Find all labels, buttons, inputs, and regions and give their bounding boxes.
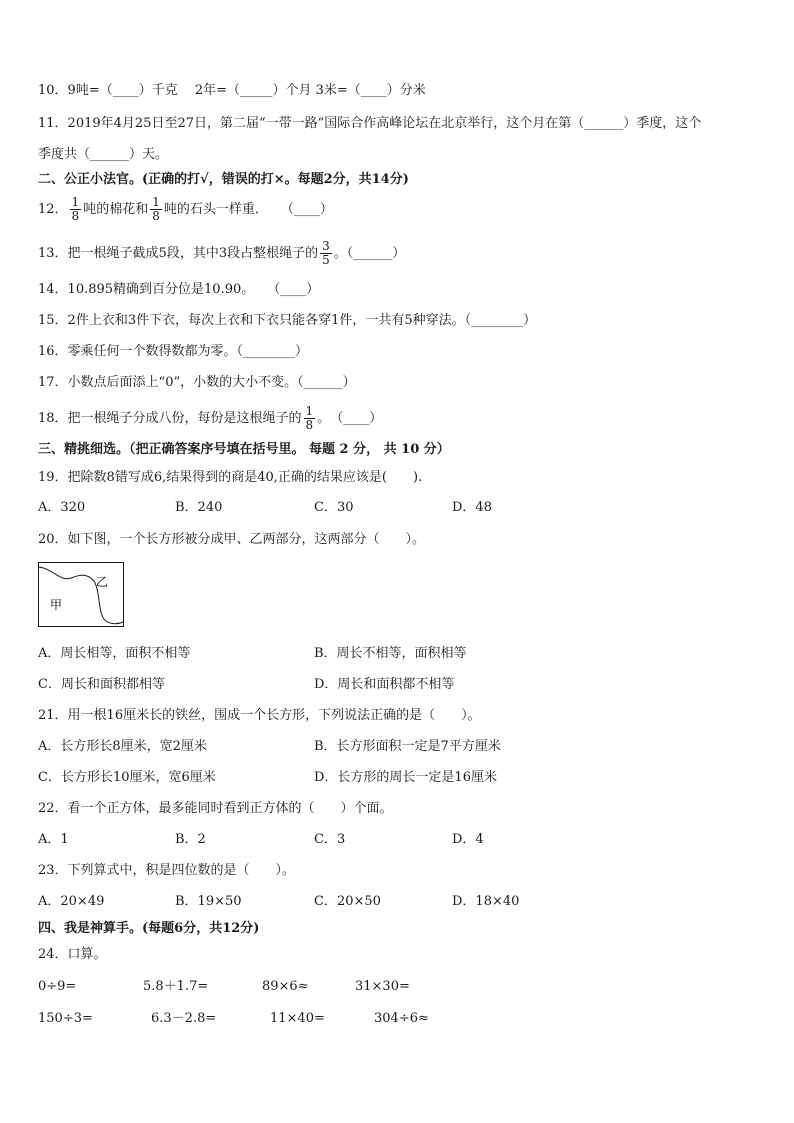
fraction: $\frac{3}{5}$ [322,239,330,267]
region-a-label: 甲 [50,598,63,612]
question-11-line2: 季度共（______）天。 [38,147,169,162]
fraction: $\frac{1}{8}$ [71,195,80,223]
q20-option-c: C．周长和面积都相等 [38,677,165,692]
q21-option-c: C．长方形长10厘米，宽6厘米 [38,770,216,785]
question-15: 15．2件上衣和3件下衣，每次上衣和下衣只能各穿1件，一共有5种穿法。（________） [38,313,537,328]
q22-option-b: B．2 [175,832,206,847]
question-12 [38,196,333,223]
q21-option-d: D．长方形的周长一定是16厘米 [314,770,497,785]
question-11-line1: 11．2019年4月25日至27日，第二届“一带一路”国际合作高峰论坛在北京举行，这个月在第（______）季度，这个 [38,116,702,131]
q12-suffix: 吨的石头一样重． （____） [163,202,333,217]
q21-option-a: A．长方形长8厘米，宽2厘米 [38,739,207,754]
q20-option-b: B．周长不相等，面积相等 [314,646,467,661]
q19-option-d: D．48 [452,500,492,515]
q22-option-a: A．1 [38,832,69,847]
calc-item: 304÷6≈ [374,1011,429,1026]
calc-item: 150÷3= [38,1011,93,1026]
q19-option-a: A．320 [38,500,86,515]
q12-mid: 吨的棉花和 [83,202,149,217]
question-23: 23．下列算式中，积是四位数的是（ ）。 [38,863,296,878]
q23-option-c: C．20×50 [314,894,381,909]
question-20: 20．如下图，一个长方形被分成甲、乙两部分，这两部分（ ）。 [38,532,426,547]
calc-item: 89×6≈ [262,979,309,994]
question-10: 10．9吨=（____）千克 2年=（_____）个月 3米=（____）分米 [38,83,426,98]
q23-option-a: A．20×49 [38,894,105,909]
question-21: 21．用一根16厘米长的铁丝，围成一个长方形，下列说法正确的是（ ）。 [38,708,481,723]
rectangle-figure [38,562,124,628]
question-14: 14．10.895精确到百分位是10.90。 （____） [38,282,320,297]
calc-item: 6.3－2.8= [151,1011,217,1026]
question-16: 16．零乘任何一个数得数都为零。（________） [38,344,309,359]
section-2-heading: 二、公正小法官。(正确的打√，错误的打×。每题2分，共14分) [38,172,409,187]
q19-option-c: C．30 [314,500,354,515]
question-17: 17．小数点后面添上“0”，小数的大小不变。（______） [38,375,356,390]
question-22: 22．看一个正方体，最多能同时看到正方体的（ ）个面。 [38,801,393,816]
question-13: 13．把一根绳子截成5段，其中3段占整根绳子的 $\frac{3}{5}$ 。（______） [38,239,406,267]
q21-option-b: B．长方形面积一定是7平方厘米 [314,739,501,754]
question-24: 24．口算。 [38,947,107,962]
calc-item: 31×30= [355,979,410,994]
q22-option-d: D．4 [452,832,484,847]
calc-item: 0÷9= [38,979,77,994]
q23-option-d: D．18×40 [452,894,520,909]
q12-prefix: 12． [38,202,68,217]
calc-item: 5.8＋1.7= [143,979,209,994]
q20-option-d: D．周长和面积都不相等 [314,677,455,692]
question-18: 18．把一根绳子分成八份，每份是这根绳子的 $\frac{1}{8}$ 。 （____） [38,404,383,432]
region-b-label: 乙 [96,575,109,589]
section-3-heading: 三、精挑细选。（把正确答案序号填在括号里。 每题 2 分， 共 10 分） [38,442,450,457]
q23-option-b: B．19×50 [175,894,242,909]
section-4-heading: 四、我是神算手。(每题6分，共12分) [38,921,260,936]
q19-option-b: B．240 [175,500,223,515]
q20-option-a: A．周长相等，面积不相等 [38,646,191,661]
q22-option-c: C．3 [314,832,346,847]
calc-item: 11×40= [270,1011,325,1026]
question-19: 19．把除数8错写成6,结果得到的商是40,正确的结果应该是( ). [38,470,423,485]
fraction: $\frac{1}{8}$ [152,195,160,223]
fraction: $\frac{1}{8}$ [305,404,314,432]
